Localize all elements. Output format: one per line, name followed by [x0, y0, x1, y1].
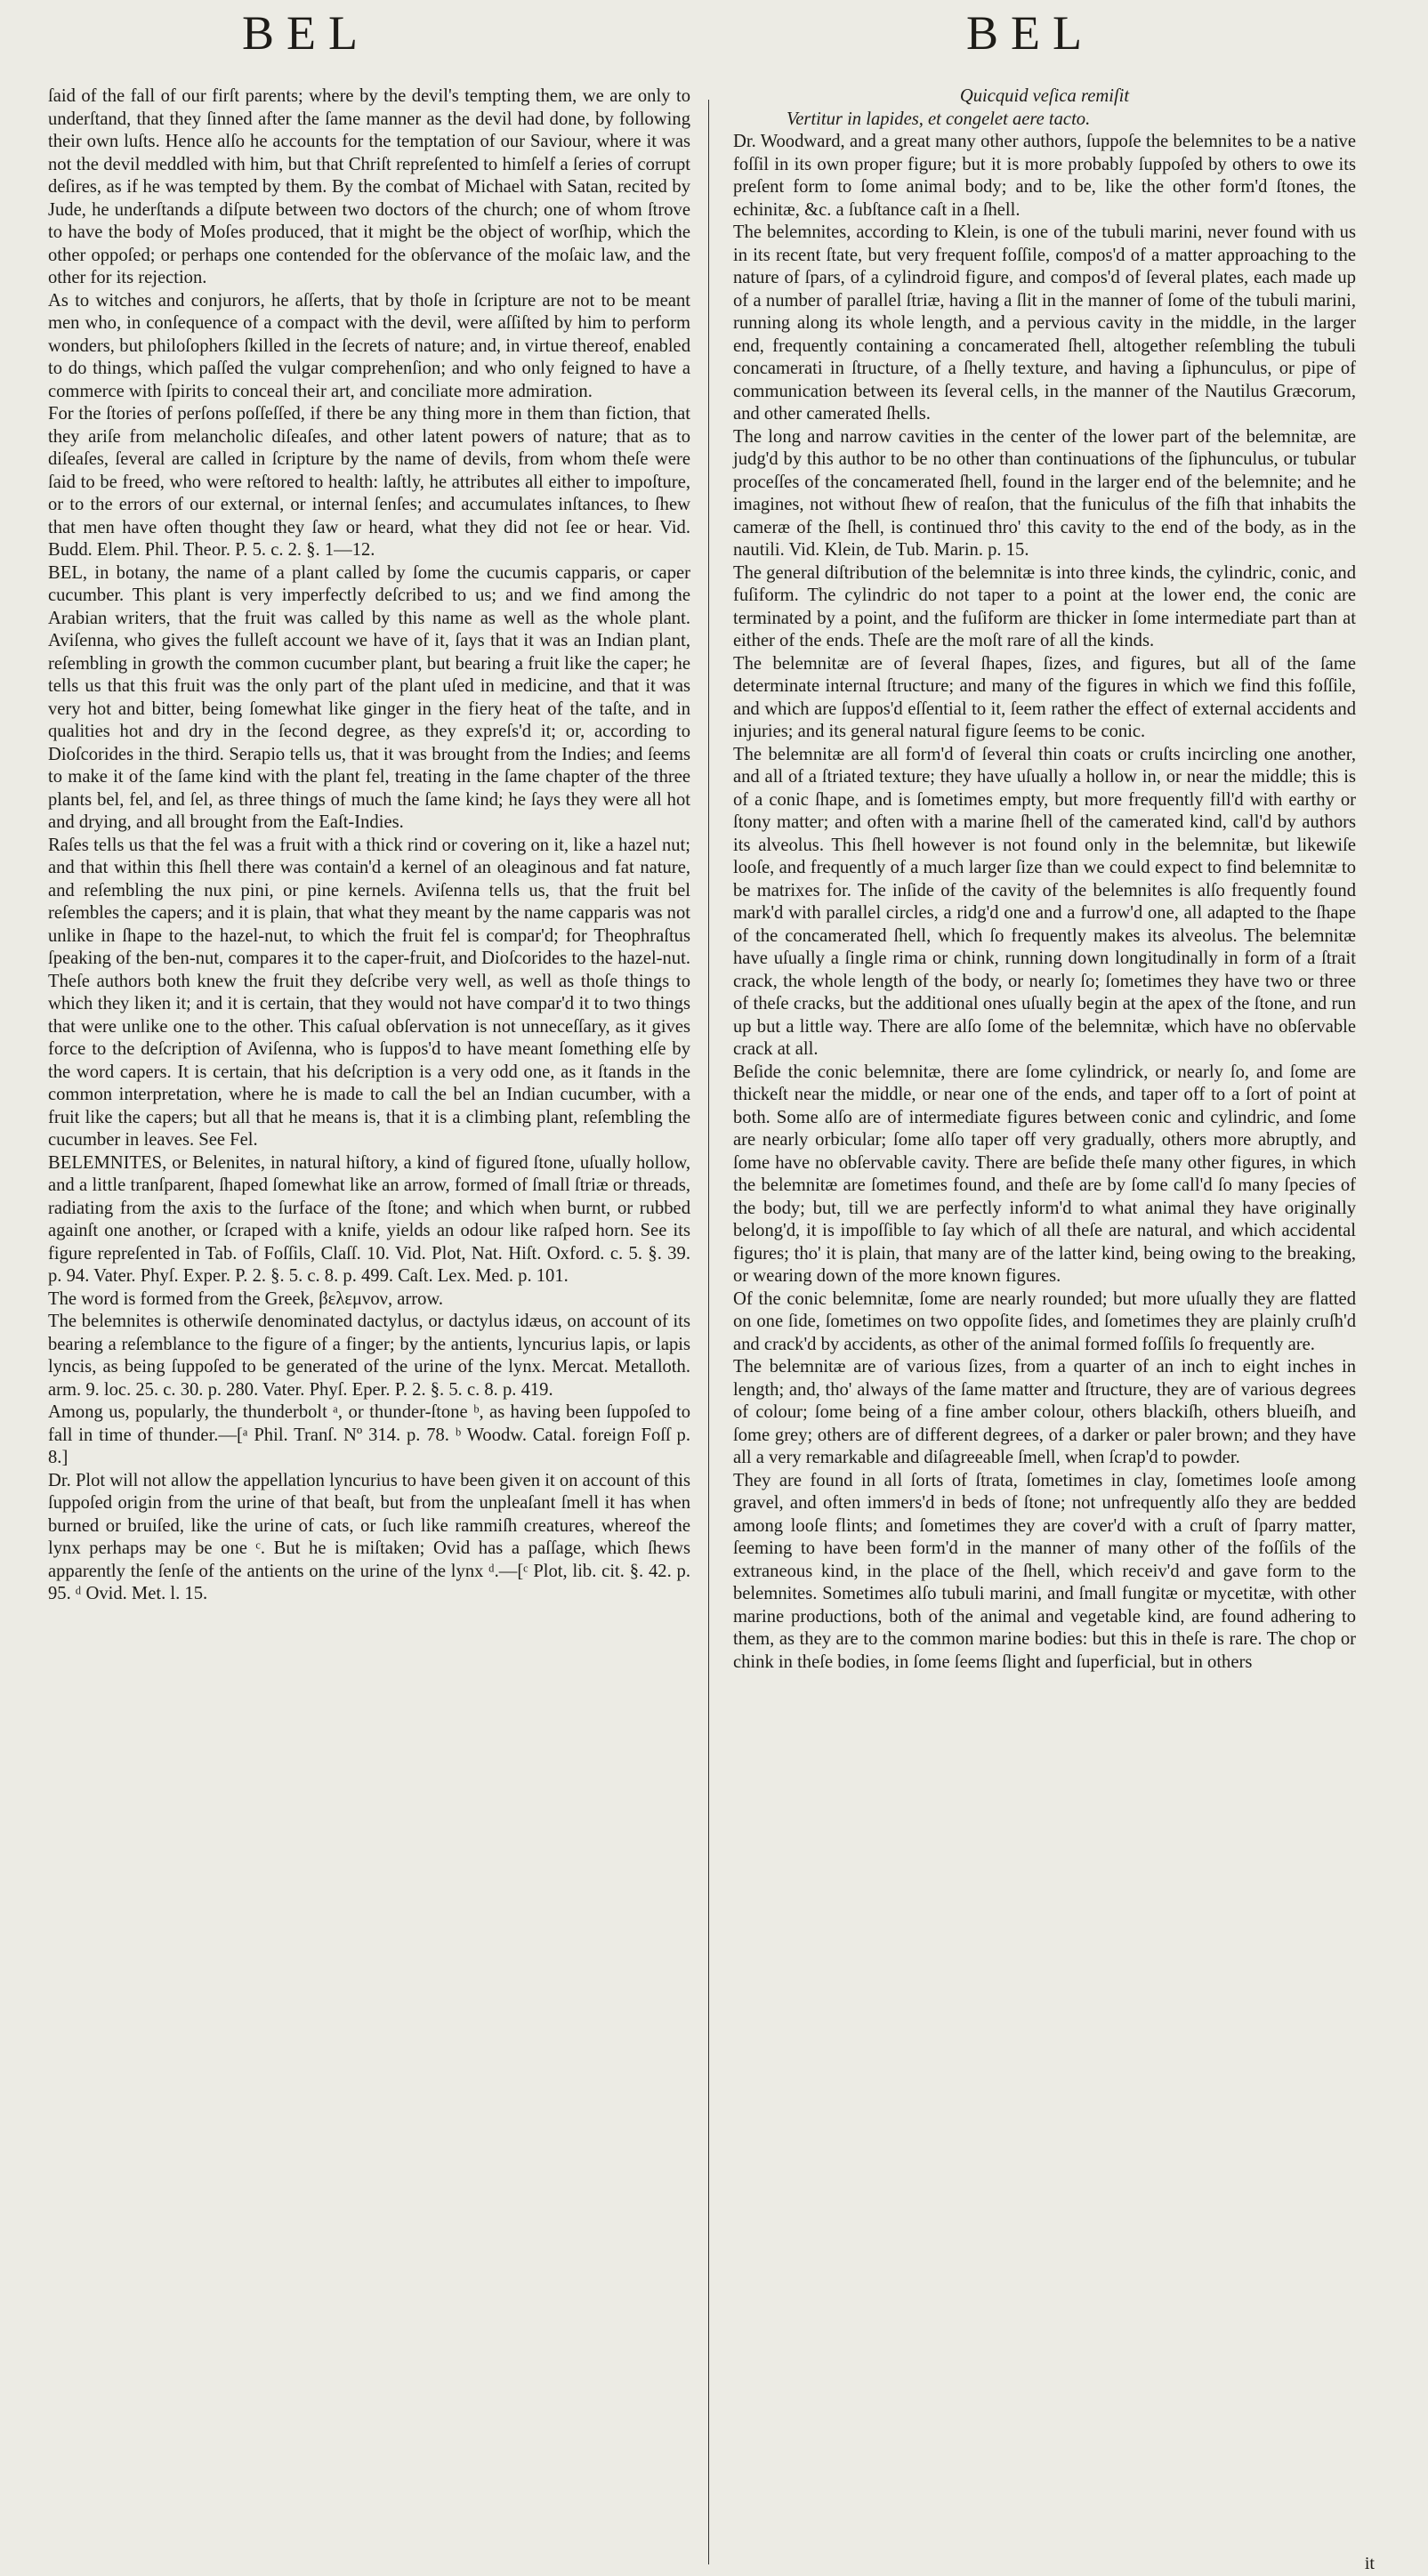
paragraph: Raſes tells us that the fel was a fruit with a thick rind or covering on it, like a hazel nut; and that within this ſhell there was contain'd a kernel of an oleaginous and fat nature, and reſembling the nux pini, or pine kernels. Aviſenna tells us, that the fruit bel reſembles the capers; and it is plain, that what they meant by the name capparis was not unlike in ſhape to the hazel-nut, to which the fruit fel is compar'd; for Theophraſtus ſpeaking of the ben-nut, compares it to the caper-fruit, and Dioſcorides to the hazel-nut. Theſe authors both knew the fruit they deſcribe very well, as well as thoſe things to which they liken it; and it is certain, that they would not have compar'd it to two things that were unlike one to the other. This caſual obſervation is not unneceſſary, as it gives force to the deſcription of Aviſenna, who is ſuppos'd to have meant ſomething elſe by the word capers. It is certain, that his deſcription is a very odd one, as it ſtands in the common interpretation, where he is made to call the bel an Indian cucumber, with a fruit like the capers; but all that he means is, that it is a climbing plant, reſembling the cucumber in leaves. See Fel.	[48, 835, 690, 1150]
verse-line: Vertitur in lapides, et congelet aere tacto.	[787, 109, 1091, 129]
paragraph: The belemnitæ are all form'd of ſeveral thin coats or cruſts incircling one another, and all of a ſtriated texture; they have uſually a hollow in, or near the middle; this is of a conic ſhape, and is ſometimes empty, but more frequently fill'd with earthy or ſtony matter; and often with a marine ſhell of the camerated kind, call'd by authors its alveolus. This ſhell however is not found only in the belemnitæ, but likewiſe looſe, and frequently of a much larger ſize than we could expect to find belemnitæ to be matrixes for. The inſide of the cavity of the belemnites is alſo frequently found mark'd with parallel circles, a ridg'd one and a furrow'd one, all adapted to the ſhape of the concamerated ſhell, which ſo frequently makes its alveolus. The belemnitæ have uſually a ſingle rima or chink, running down longitudinally in form of a ſtrait crack, the whole length of the body, or nearly ſo; ſometimes they have two or three of theſe cracks, but the additional ones uſually begin at the apex of the ſtone, and run up but a little way. There are alſo ſome of the belemnitæ, which have no obſervable crack at all.	[733, 744, 1356, 1059]
paragraph: The general diſtribution of the belemnitæ is into three kinds, the cylindric, conic, and fuſiform. The cylindric do not taper to a point at the lower end, the conic are terminated by a point, and the fuſiform are thicker in ſome intermediate part than at either of the ends. Theſe are the moſt rare of all the kinds.	[733, 562, 1357, 650]
paragraph: The belemnitæ are of ſeveral ſhapes, ſizes, and figures, but all of the ſame determinate internal ſtructure; and many of the figures in which we find this foſſile, and which are ſuppos'd eſſential to it, ſeem rather the effect of external accidents and injuries; and its general natural figure ſeems to be conic.	[733, 653, 1356, 741]
entry-belemnites: BELEMNITES, or Belenites, in natural hiſtory, a kind of figured ſtone, uſually hollow, and a little tranſparent, ſhaped ſomewhat like an arrow, formed of ſmall ſtriæ or threads, radiating from the axis to the ſurface of the ſtone; and which when burnt, or rubbed againſt one another, or ſcraped with a knife, yields an odour like raſped horn. See its figure repreſented in Tab. of Foſſils, Claſſ. 10. Vid. Plot, Nat. Hiſt. Oxford. c. 5. §. 39. p. 94. Vater. Phyſ. Exper. P. 2. §. 5. c. 8. p. 499. Caſt. Lex. Med. p. 101.	[48, 1152, 690, 1286]
paragraph: Dr. Woodward, and a great many other authors, ſuppoſe the belemnites to be a native foſſil in its own proper figure; but it is more probably ſuppoſed by others to owe its preſent form to ſome animal body; and to be, like the other form'd ſtones, the echinitæ, &c. a ſubſtance caſt in a ſhell.	[733, 132, 1356, 220]
paragraph: The long and narrow cavities in the center of the lower part of the belemnitæ, are judg'd by this author to be no other than continuations of the ſiphunculus, or tubular proceſſes of the concamerated ſhell, found in the larger end of the belemnite; and he imagines, not without ſhew of reaſon, that the funiculus of the fiſh that inhabits the cameræ of the ſhell, is continued thro' this cavity to the end of the body, as in the nautili. Vid. Klein, de Tub. Marin. p. 15.	[733, 426, 1356, 560]
catchword: it	[1364, 2554, 1375, 2573]
paragraph: Of the conic belemnitæ, ſome are nearly rounded; but more uſually they are flatted on one ſide, ſometimes on two oppoſite ſides, and ſometimes they are plainly cruſh'd and crack'd by accidents, as other of the animal formed foſſils ſo frequently are.	[733, 1288, 1356, 1354]
paragraph: The belemnites, according to Klein, is one of the tubuli marini, never found with us in its recent ſtate, but very frequent foſſile, compos'd of a matter approaching to the nature of ſpars, of a cylindroid figure, and compos'd of ſeveral plates, each made up of a number of parallel ſtriæ, having a ſlit in the manner of ſome of the tubuli marini, running along its whole length, and a pervious cavity in the middle, in the larger end, frequently containing a concamerated ſhell, altogether reſembling the tubuli concamerati in ſtructure, of a ſhelly texture, and having a ſiphunculus, or pipe of communication between its ſeveral cells, in the manner of the Nautilus Græcorum, and other camerated ſhells.	[733, 222, 1356, 424]
paragraph: Dr. Plot will not allow the appellation lyncurius to have been given it on account of this ſuppoſed origin from the urine of that beaſt, but from the unpleaſant ſmell it has when burned or bruiſed, like the urine of cats, or ſuch like rammiſh creatures, whereof the lynx perhaps may be one ᶜ. But he is miſtaken; Ovid has a paſſage, which ſhews apparently the ſenſe of the antients on the urine of the lynx ᵈ.—[ᶜ Plot, lib. cit. §. 42. p. 95. ᵈ Ovid. Met. l. 15.	[48, 1470, 690, 1603]
paragraph: Beſide the conic belemnitæ, there are ſome cylindrick, or nearly ſo, and ſome are thickeſt near the middle, or near one of the ends, and taper off to a ſort of point at both. Some alſo are of intermediate figures between conic and cylindric, and ſome are nearly orbicular; ſome alſo taper off very gradually, others more abruptly, and ſome have no obſervable cavity. There are beſide theſe many other figures, in which the belemnitæ are ſometimes found, and theſe are by ſome call'd ſo many ſpecies of the body; but, till we are perfectly inform'd to what animal they have originally belong'd, it is impoſſible to ſay which of all theſe are natural, and which accidental figures; tho' it is plain, that many are of the latter kind, being owing to the breaking, or wearing down of the more known figures.	[733, 1062, 1356, 1286]
paragraph: As to witches and conjurors, he aſſerts, that by thoſe in ſcripture are not to be meant men who, in conſequence of a compact with the devil, were aſſiſted by him to perform wonders, but philoſophers ſkilled in the ſecrets of nature; and, in virtue thereof, enabled to do things, which paſſed the vulgar comprehenſion; and who only feigned to have a commerce with ſpirits to conceal their art, and conciliate more admiration.	[48, 290, 690, 401]
paragraph: ſaid of the fall of our firſt parents; where by the devil's tempting them, we are only to underſtand, that they ſinned after the ſame manner as the devil had done, by following their own luſts. Hence alſo he accounts for the temptation of our Saviour, where it was not the devil meddled with him, but that Chriſt repreſented to himſelf a ſeries of corrupt deſires, as if he was tempted by them. By the combat of Michael with Satan, recited by Jude, he underſtands a diſpute between two doctors of the church; one of whom ſtrove to have the body of Moſes produced, that it might be the object of worſhip, which the other oppoſed; or perhaps one contended for the obſervance of the moſaic law, and the other for its rejection.	[48, 86, 690, 287]
paragraph: They are found in all ſorts of ſtrata, ſometimes in clay, ſometimes looſe among gravel, and often immers'd in beds of ſtone; not unfrequently alſo they are bedded among looſe flints; and ſometimes they are cover'd with a cruſt of ſparry matter, ſeeming to have been form'd in the manner of many other of the foſſils of the extraneous kind, in the place of the ſhell, which receiv'd and gave form to the belemnites. Sometimes alſo tubuli marini, and ſmall fungitæ or mycetitæ, with other marine productions, both of the animal and vegetable kind, are found adhering to them, as they are to the common marine bodies: but this in theſe is rare. The chop or chink in theſe bodies, in ſome ſeems ſlight and ſuperficial, but in others	[733, 1470, 1356, 1672]
column-divider	[708, 100, 709, 2564]
left-column	[48, 85, 690, 1606]
header-left: BEL	[242, 6, 370, 60]
paragraph: The belemnitæ are of various ſizes, from a quarter of an inch to eight inches in length; and, tho' always of the ſame matter and ſtructure, they are of various degrees of colour; ſome being of a fine amber colour, others blackiſh, others blueiſh, and ſome grey; others are of different degrees, of a darker or paler brown; and they have all a very remarkable and diſagreeable ſmell, when ſcrap'd to powder.	[733, 1357, 1356, 1467]
entry-bel: BEL, in botany, the name of a plant called by ſome the cucumis capparis, or caper cucumber. This plant is very imperfectly deſcribed to us; and we find among the Arabian writers, that the fruit was called by this name as well as the whole plant. Aviſenna, who gives the fulleſt account we have of it, ſays that it was an Indian plant, reſembling in growth the common cucumber plant, but bearing a fruit like the caper; he tells us that this fruit was the only part of the plant uſed in medicine, and that it was very hot and bitter, being ſomewhat like ginger in the fiery heat of the taſte, and in qualities hot and dry in the ſecond degree, as they expreſs'd it; or, according to Dioſcorides in the third. Serapio tells us, that it was brought from the Indies; and ſeems to make it of the ſame kind with the plant fel, treating in the ſame chapter of the three plants bel, fel, and ſel, as three things of much the ſame kind; he ſays they were all hot and drying, and all brought from the Eaſt-Indies.	[48, 562, 690, 832]
right-column	[733, 85, 1356, 1674]
verse-line: Quicquid veſica remiſit	[959, 86, 1130, 106]
paragraph: The word is formed from the Greek, βελεμνον, arrow.	[48, 1288, 444, 1309]
header-right: BEL	[966, 6, 1094, 60]
paragraph: For the ſtories of perſons poſſeſſed, if there be any thing more in them than fiction, that they ariſe from melancholic diſeaſes, and other latent powers of nature; that as to diſeaſes, ſeveral are called in ſcripture by the name of devils, from whom theſe were ſaid to be freed, who were reſtored to health: laſtly, he attributes all either to impoſture, or to the errors of our external, or internal ſenſes; and accumulates inſtances, to ſhew that men have often thought they ſaw or heard, what they did not ſee or hear. Vid. Budd. Elem. Phil. Theor. P. 5. c. 2. §. 1—12.	[48, 404, 690, 560]
running-header	[0, 5, 1428, 64]
paragraph: The belemnites is otherwiſe denominated dactylus, or dactylus idæus, on account of its bearing a reſemblance to the figure of a finger; by the antients, lyncurius lapis, or lapis lyncis, as being ſuppoſed to be generated of the urine of the lynx. Mercat. Metalloth. arm. 9. loc. 25. c. 30. p. 280. Vater. Phyſ. Eper. P. 2. §. 5. c. 8. p. 419.	[48, 1312, 690, 1400]
paragraph: Among us, popularly, the thunderbolt ᵃ, or thunder-ſtone ᵇ, as having been ſuppoſed to fall in time of thunder.—[ᵃ Phil. Tranſ. Nº 314. p. 78. ᵇ Woodw. Catal. foreign Foſſ p. 8.]	[48, 1402, 690, 1467]
